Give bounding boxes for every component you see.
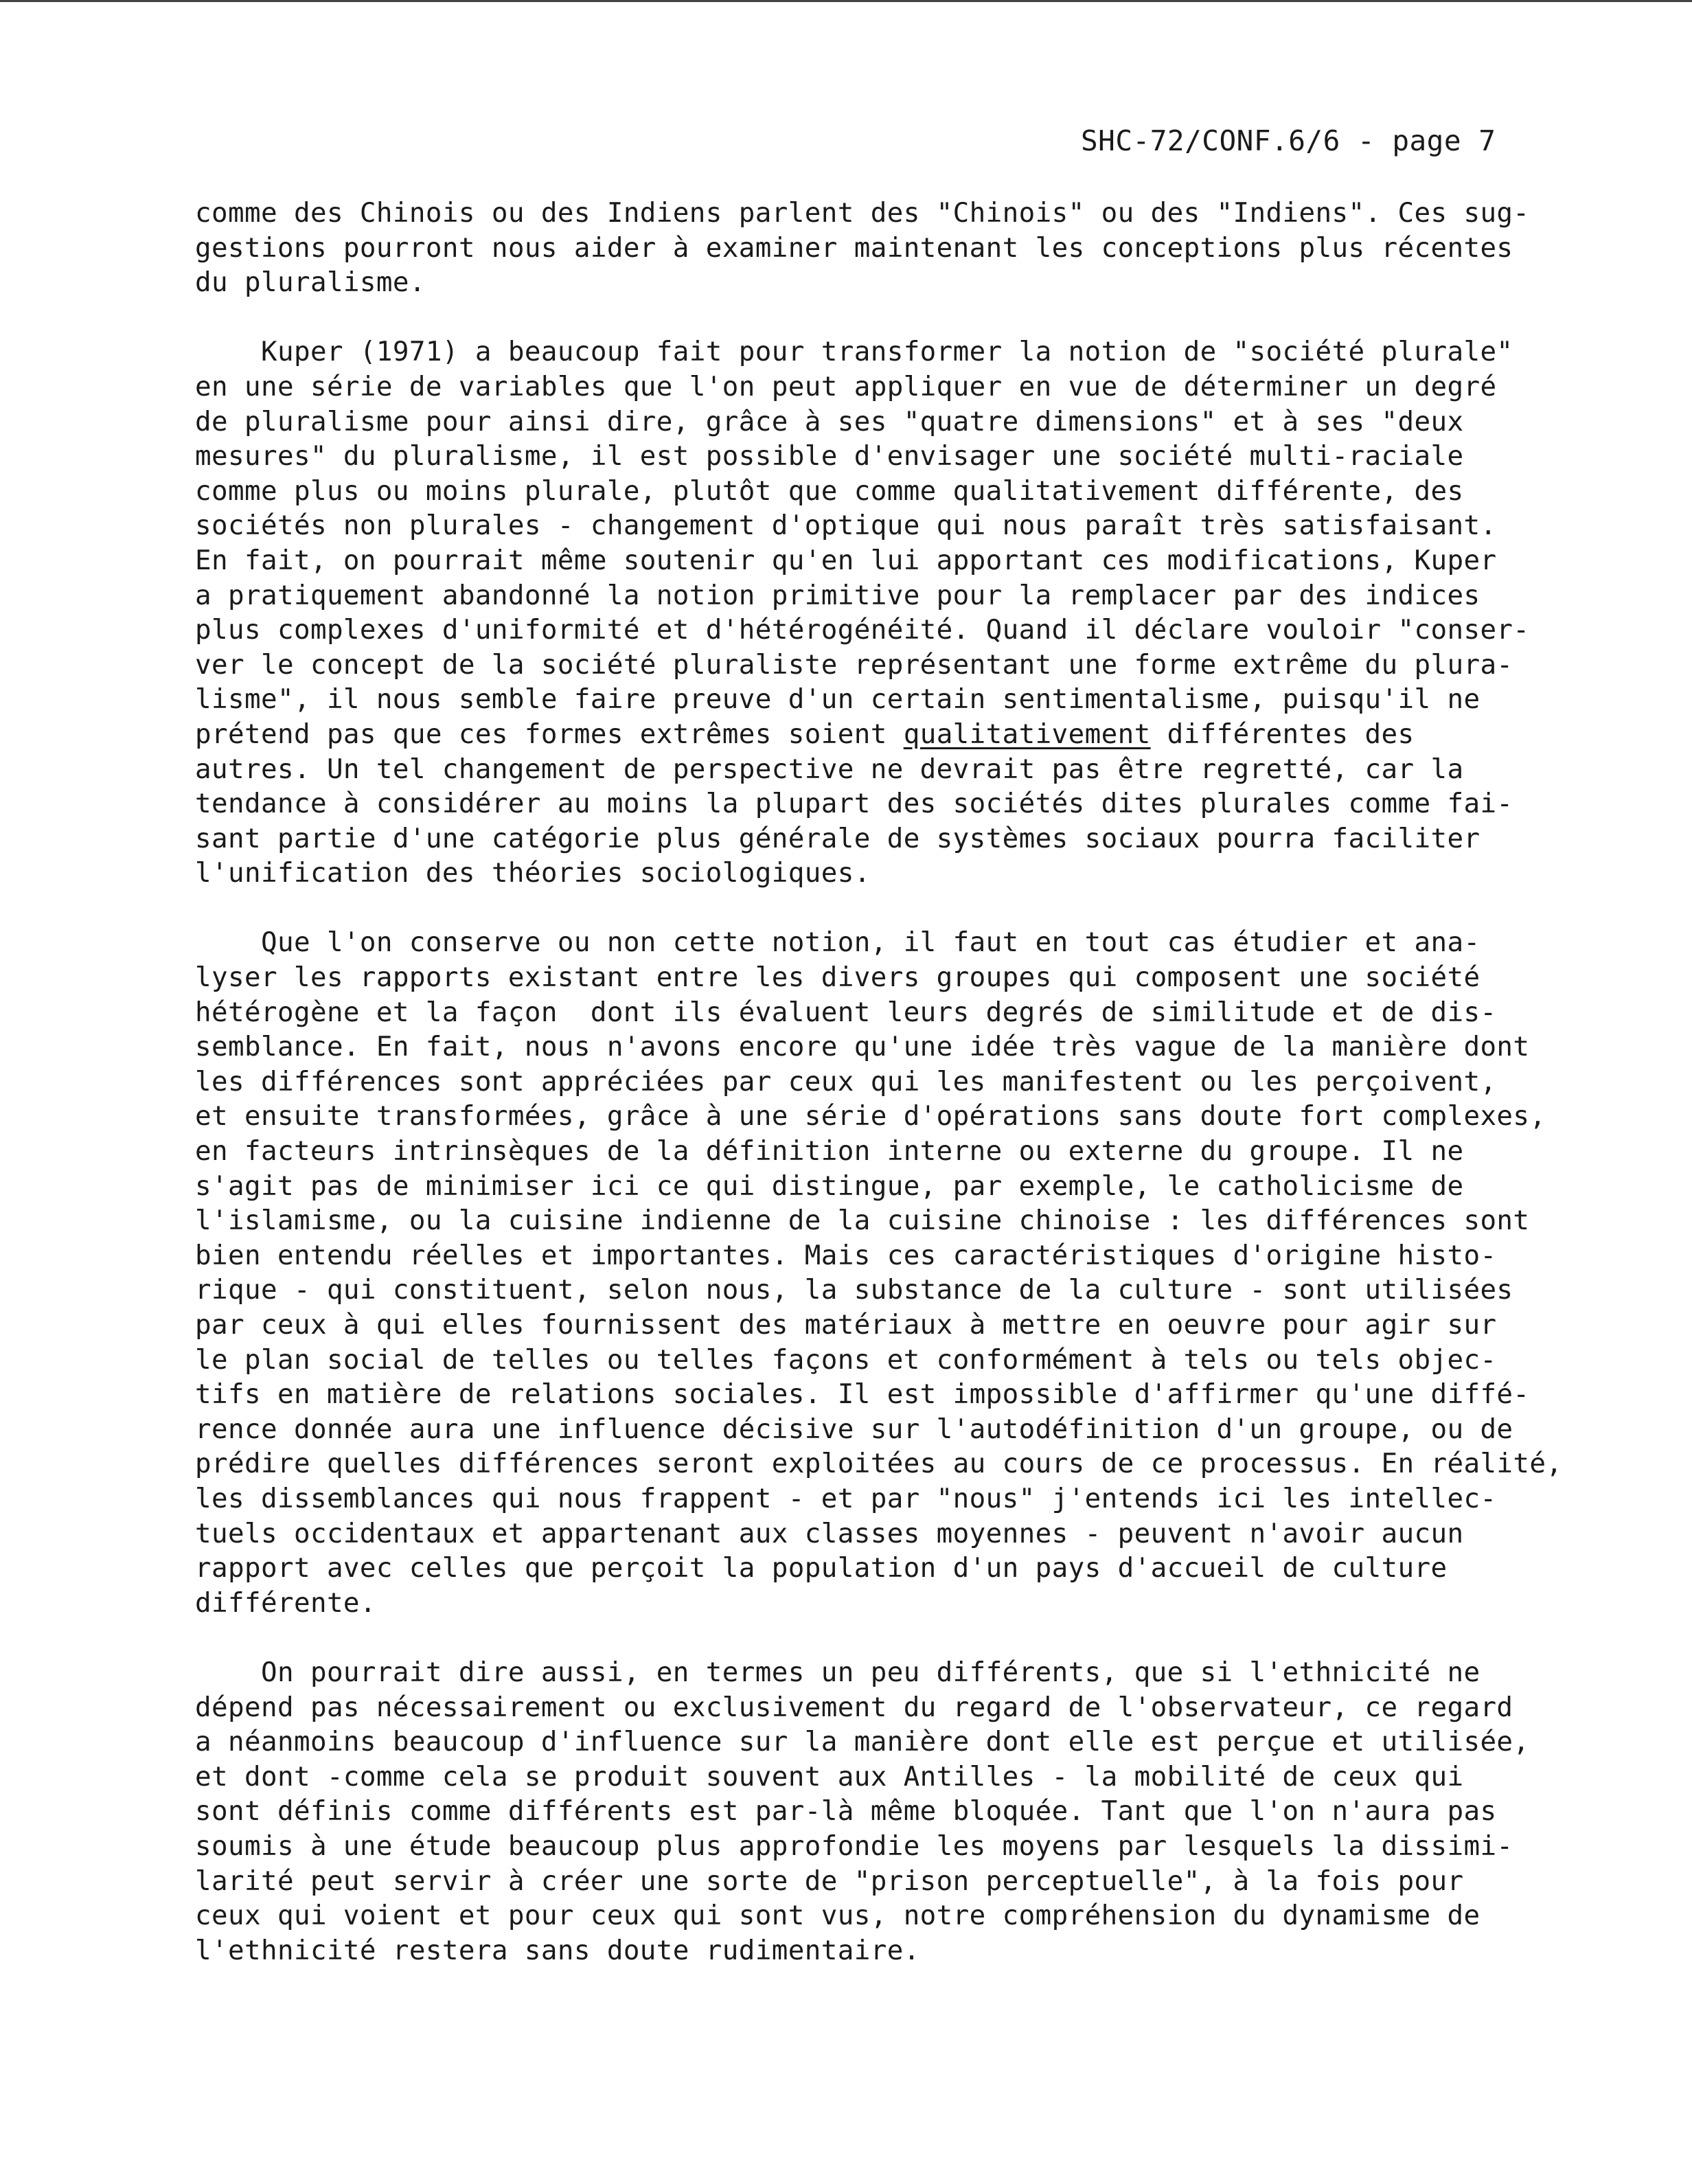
paragraph-gap (195, 301, 1630, 336)
text-line (195, 648, 1630, 683)
text-line (195, 1170, 1630, 1205)
text-line (195, 613, 1630, 648)
text-line (195, 926, 1630, 961)
text-line (195, 1413, 1630, 1448)
paragraph (195, 1656, 1630, 1968)
text-line (195, 1760, 1630, 1795)
text-segment: sant partie d'une catégorie plus générale de systèmes sociaux pourra faciliter (195, 823, 1480, 854)
text-segment: hétérogène et la façon dont ils évaluent leurs degrés de similitude et de dis- (195, 997, 1497, 1028)
text-segment: plus complexes d'uniformité et d'hétérogénéité. Quand il déclare vouloir "conser- (195, 615, 1530, 646)
text-segment: sont définis comme différents est par-là même bloquée. Tant que l'on n'aura pas (195, 1796, 1497, 1828)
text-segment: a néanmoins beaucoup d'influence sur la manière dont elle est perçue et utilisée, (195, 1727, 1530, 1758)
paragraph (195, 196, 1630, 301)
text-line (195, 1204, 1630, 1239)
text-line (195, 405, 1630, 440)
text-segment: les différences sont appréciées par ceux qui les manifestent ou les perçoivent, (195, 1066, 1497, 1097)
text-segment: semblance. En fait, nous n'avons encore qu'une idée très vague de la manière dont (195, 1032, 1530, 1063)
text-segment: qualitativement (903, 718, 1151, 750)
text-line (195, 1378, 1630, 1413)
text-line (195, 1656, 1630, 1691)
text-segment: différentes des (1150, 718, 1415, 750)
text-segment: Que l'on conserve ou non cette notion, il faut en tout cas étudier et ana- (195, 927, 1480, 959)
text-segment: ceux qui voient et pour ceux qui sont vus, notre compréhension du dynamisme de (195, 1900, 1480, 1932)
text-segment: larité peut servir à créer une sorte de "prison perceptuelle", à la fois pour (195, 1865, 1464, 1897)
text-segment: différente. (195, 1587, 376, 1619)
text-line (195, 1725, 1630, 1760)
page-reference: SHC-72/CONF.6/6 - page 7 (1081, 124, 1496, 157)
text-segment: et dont -comme cela se produit souvent aux Antilles - la mobilité de ceux qui (195, 1761, 1464, 1793)
text-line (195, 440, 1630, 475)
text-segment: rique - qui constituent, selon nous, la substance de la culture - sont utilisées (195, 1275, 1513, 1306)
text-segment: s'agit pas de minimiser ici ce qui distingue, par exemple, le catholicisme de (195, 1170, 1464, 1202)
text-line (195, 1551, 1630, 1586)
text-segment: l'ethnicité restera sans doute rudimentaire. (195, 1935, 920, 1966)
text-segment: de pluralisme pour ainsi dire, grâce à ses "quatre dimensions" et à ses "deux (195, 406, 1464, 437)
text-line (195, 1517, 1630, 1552)
text-segment: ver le concept de la société pluraliste représentant une forme extrême du plura- (195, 649, 1513, 681)
text-line (195, 1239, 1630, 1274)
text-segment: gestions pourront nous aider à examiner maintenant les conceptions plus récentes (195, 232, 1513, 264)
paragraph-gap (195, 891, 1630, 926)
paragraph-gap (195, 1621, 1630, 1656)
text-segment: l'unification des théories sociologiques. (195, 858, 871, 889)
text-segment: en une série de variables que l'on peut appliquer en vue de déterminer un degré (195, 371, 1497, 402)
text-line (195, 579, 1630, 614)
text-segment: rapport avec celles que perçoit la population d'un pays d'accueil de culture (195, 1553, 1448, 1584)
text-segment: Kuper (1971) a beaucoup fait pour transformer la notion de "société plurale" (195, 337, 1513, 368)
text-line (195, 753, 1630, 788)
text-line (195, 1343, 1630, 1378)
text-line (195, 1865, 1630, 1900)
text-segment: le plan social de telles ou telles façons et conformément à tels ou tels objec- (195, 1344, 1497, 1376)
text-segment: tendance à considérer au moins la plupart des sociétés dites plurales comme fai- (195, 788, 1513, 820)
text-segment: On pourrait dire aussi, en termes un peu différents, que si l'ethnicité ne (195, 1657, 1480, 1688)
text-segment: les dissemblances qui nous frappent - et par "nous" j'entends ici les intellec- (195, 1483, 1497, 1514)
text-line (195, 787, 1630, 822)
text-line (195, 370, 1630, 405)
paragraph (195, 926, 1630, 1621)
text-line (195, 996, 1630, 1031)
text-segment: autres. Un tel changement de perspective ne devrait pas être regretté, car la (195, 753, 1464, 785)
text-line (195, 335, 1630, 370)
text-line (195, 1691, 1630, 1726)
text-line (195, 1795, 1630, 1830)
text-line (195, 231, 1630, 266)
text-line (195, 1934, 1630, 1969)
text-line (195, 544, 1630, 579)
text-segment: tuels occidentaux et appartenant aux classes moyennes - peuvent n'avoir aucun (195, 1518, 1464, 1549)
text-line (195, 1135, 1630, 1170)
text-segment: en facteurs intrinsèques de la définition interne ou externe du groupe. Il ne (195, 1136, 1464, 1168)
top-border-line (0, 0, 1692, 2)
text-segment: En fait, on pourrait même soutenir qu'en lui apportant ces modifications, Kuper (195, 545, 1497, 576)
text-segment: lisme", il nous semble faire preuve d'un certain sentimentalisme, puisqu'il ne (195, 684, 1480, 716)
text-line (195, 1899, 1630, 1934)
text-segment: soumis à une étude beaucoup plus approfondie les moyens par lesquels la dissimi- (195, 1830, 1513, 1862)
text-segment: comme plus ou moins plurale, plutôt que comme qualitativement différente, des (195, 475, 1464, 507)
text-segment: lyser les rapports existant entre les divers groupes qui composent une société (195, 962, 1480, 994)
text-line (195, 1273, 1630, 1308)
text-line (195, 196, 1630, 231)
text-line (195, 822, 1630, 857)
text-segment: comme des Chinois ou des Indiens parlent des "Chinois" ou des "Indiens". Ces sug- (195, 198, 1530, 229)
text-line (195, 1030, 1630, 1065)
text-segment: dépend pas nécessairement ou exclusivement du regard de l'observateur, ce regard (195, 1692, 1513, 1723)
paragraph (195, 335, 1630, 891)
text-segment: tifs en matière de relations sociales. Il est impossible d'affirmer qu'une diffé- (195, 1379, 1530, 1411)
text-line (195, 856, 1630, 891)
text-line (195, 1308, 1630, 1343)
text-line (195, 475, 1630, 510)
text-segment: bien entendu réelles et importantes. Mais ces caractéristiques d'origine histo- (195, 1240, 1497, 1271)
text-line (195, 1447, 1630, 1482)
text-line (195, 1830, 1630, 1865)
text-line (195, 1482, 1630, 1517)
text-line (195, 961, 1630, 996)
text-line (195, 718, 1630, 753)
text-line (195, 1586, 1630, 1622)
text-segment: l'islamisme, ou la cuisine indienne de la cuisine chinoise : les différences sont (195, 1205, 1530, 1237)
text-line (195, 266, 1630, 301)
text-segment: et ensuite transformées, grâce à une série d'opérations sans doute fort complexes, (195, 1101, 1546, 1133)
text-line (195, 1100, 1630, 1135)
text-segment: du pluralisme. (195, 267, 426, 299)
text-line (195, 1065, 1630, 1100)
text-line (195, 683, 1630, 718)
text-segment: mesures" du pluralisme, il est possible d'envisager une société multi-raciale (195, 441, 1464, 473)
text-line (195, 509, 1630, 544)
text-segment: prétend pas que ces formes extrêmes soient (195, 718, 904, 750)
text-segment: par ceux à qui elles fournissent des matériaux à mettre en oeuvre pour agir sur (195, 1310, 1497, 1341)
text-segment: prédire quelles différences seront exploitées au cours de ce processus. En réalité, (195, 1448, 1563, 1480)
document-body (195, 196, 1630, 1968)
text-segment: sociétés non plurales - changement d'optique qui nous paraît très satisfaisant. (195, 510, 1497, 542)
text-segment: a pratiquement abandonné la notion primitive pour la remplacer par des indices (195, 580, 1480, 611)
text-segment: rence donnée aura une influence décisive sur l'autodéfinition d'un groupe, ou de (195, 1413, 1513, 1445)
